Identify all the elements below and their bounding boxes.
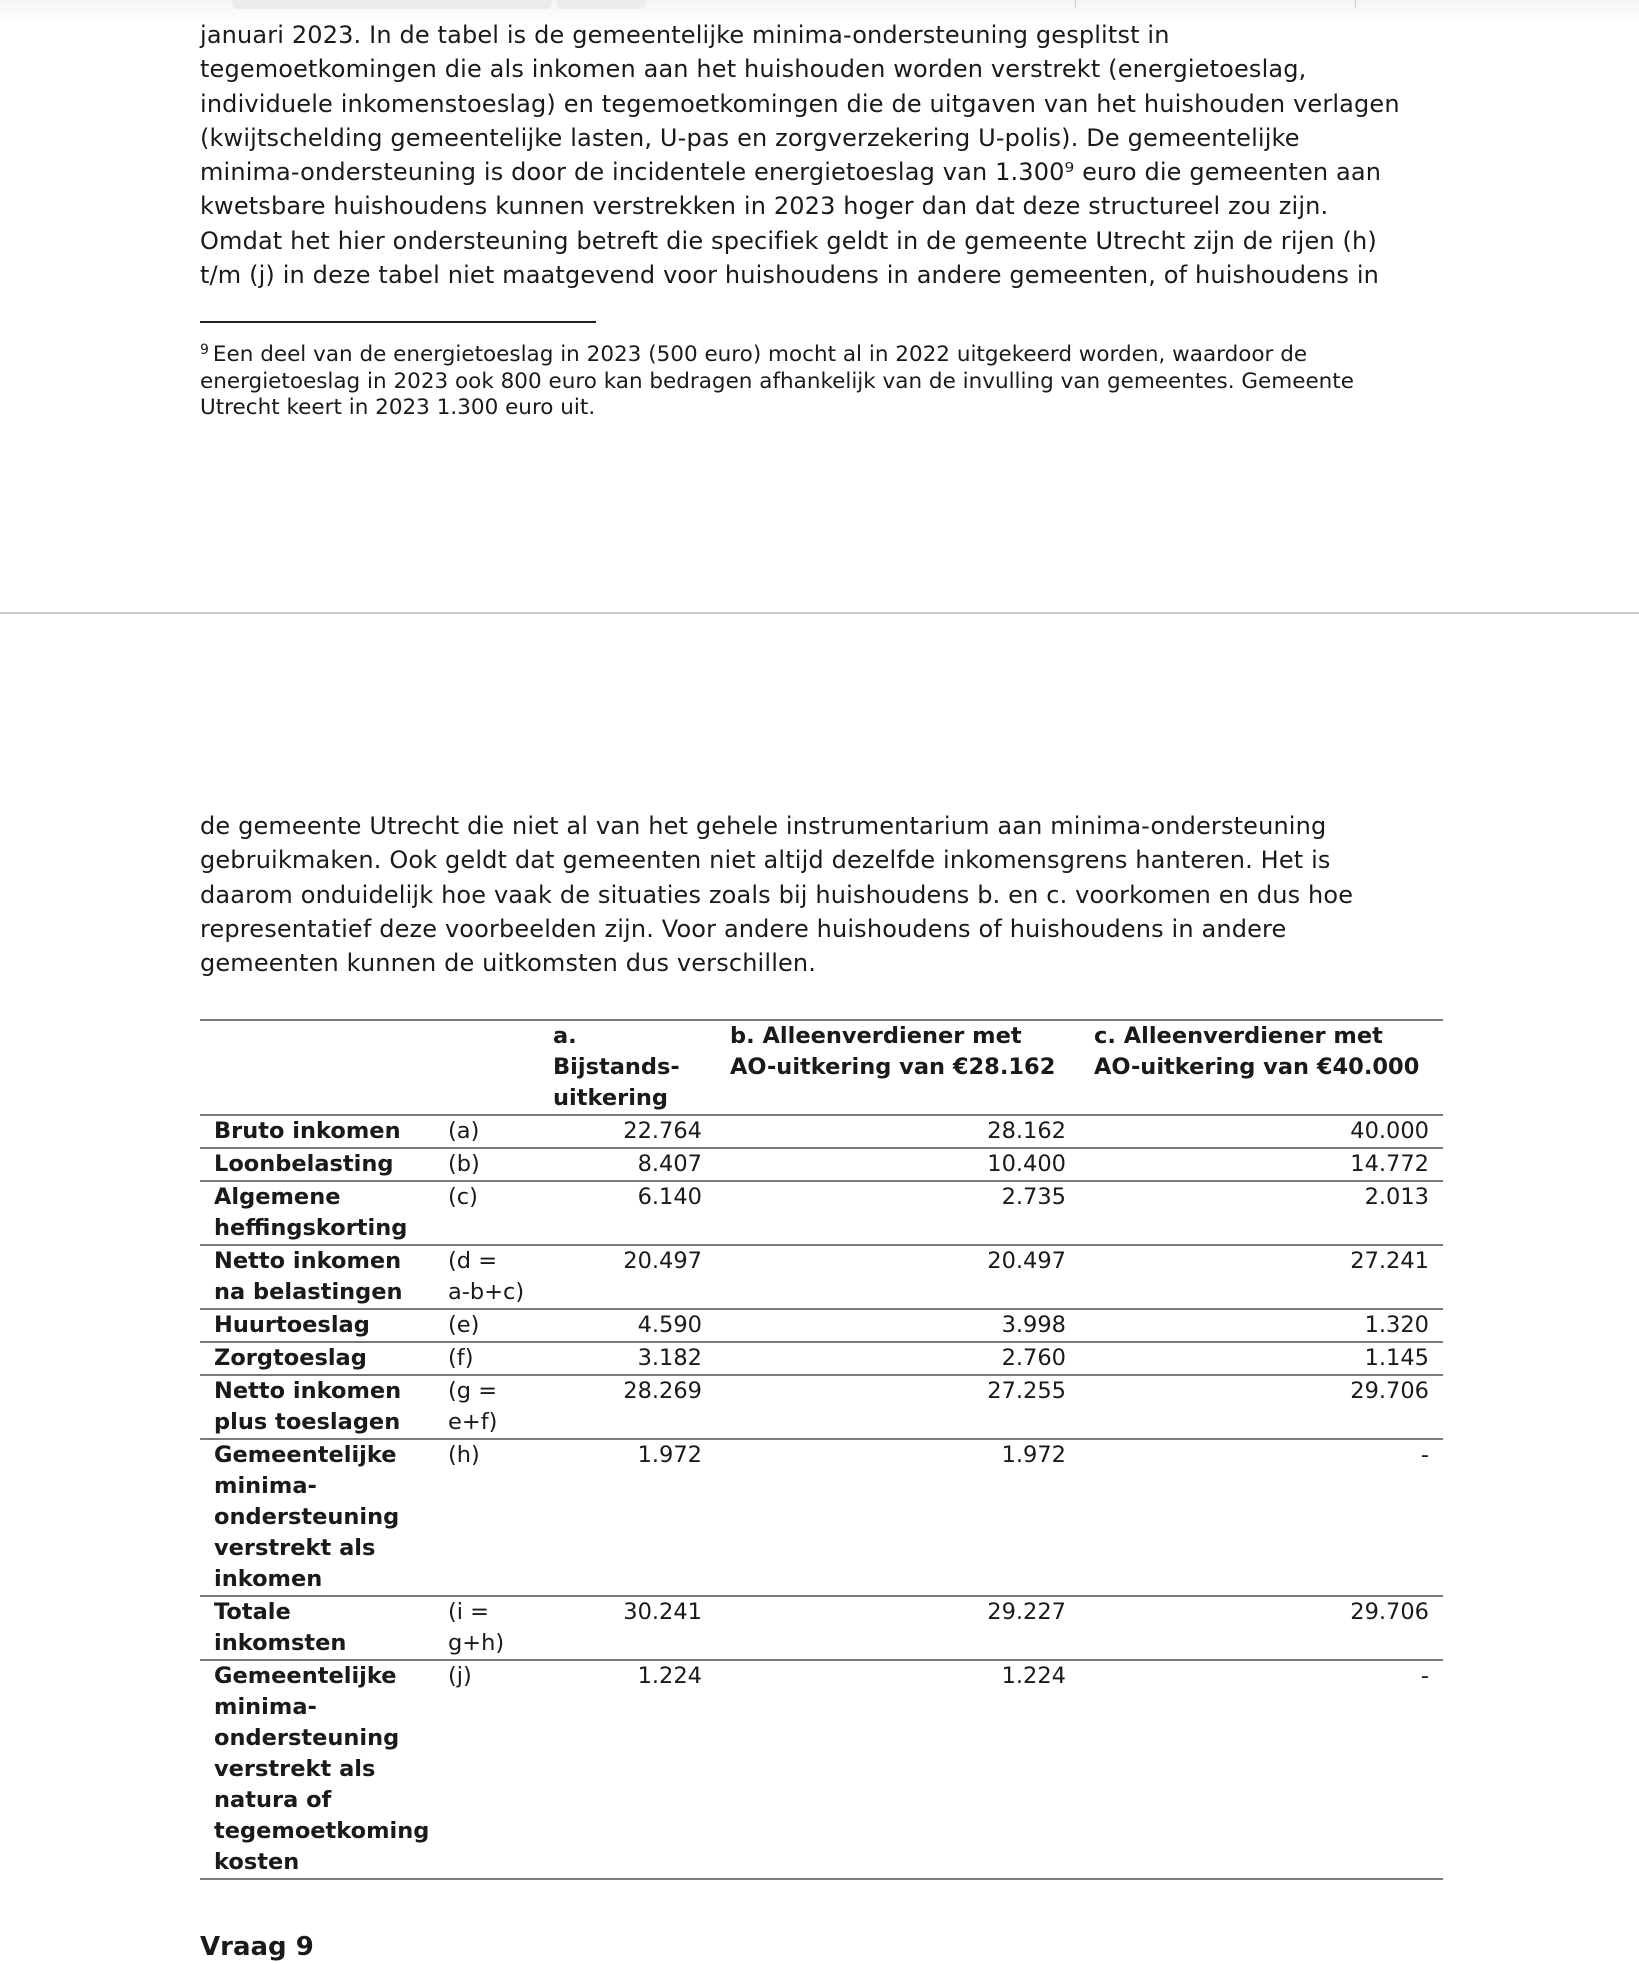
toolbar-divider (1355, 0, 1356, 8)
toolbar-segment (556, 0, 646, 9)
cell-b: 2.735 (716, 1181, 1080, 1245)
cell-b: 29.227 (716, 1596, 1080, 1660)
header-col-c: c. Alleenverdiener met AO-uitkering van €40.000 (1080, 1020, 1443, 1115)
row-label: Totale inkomsten (200, 1596, 434, 1660)
cell-b: 28.162 (716, 1115, 1080, 1148)
row-formula: (h) (434, 1439, 539, 1596)
cell-b: 27.255 (716, 1375, 1080, 1439)
row-label: Huurtoeslag (200, 1309, 434, 1342)
row-formula: (g = e+f) (434, 1375, 539, 1439)
cell-b: 3.998 (716, 1309, 1080, 1342)
row-label: Netto inkomen plus toeslagen (200, 1375, 434, 1439)
row-formula: (e) (434, 1309, 539, 1342)
row-formula: (j) (434, 1660, 539, 1879)
cell-c: 29.706 (1080, 1596, 1443, 1660)
header-col-b: b. Alleenverdiener met AO-uitkering van €28.162 (716, 1020, 1080, 1115)
footnote-separator (200, 321, 596, 323)
cell-b: 2.760 (716, 1342, 1080, 1375)
page-1-body (200, 18, 1440, 292)
cell-a: 20.497 (539, 1245, 716, 1309)
income-comparison-table (200, 1019, 1443, 1880)
cell-c: 40.000 (1080, 1115, 1443, 1148)
row-label: Algemene heffingskorting (200, 1181, 434, 1245)
toolbar-divider (1075, 0, 1076, 8)
cell-c: - (1080, 1439, 1443, 1596)
cell-c: - (1080, 1660, 1443, 1879)
table-header-row (200, 1020, 1443, 1115)
cell-b: 10.400 (716, 1148, 1080, 1181)
cell-c: 27.241 (1080, 1245, 1443, 1309)
row-label: Gemeentelijke minima-ondersteuning verstrekt als inkomen (200, 1439, 434, 1596)
cell-c: 2.013 (1080, 1181, 1443, 1245)
row-label: Zorgtoeslag (200, 1342, 434, 1375)
footnote-marker: 9 (200, 342, 209, 358)
cell-a: 28.269 (539, 1375, 716, 1439)
paragraph-continued: de gemeente Utrecht die niet al van het gehele instrumentarium aan minima-ondersteuning gebruikmaken. Ook geldt dat gemeenten niet altijd dezelfde inkomensgrens hanteren. Het is daarom onduidelijk hoe vaak de situaties zoals bij huishoudens b. en c. voorkomen en dus hoe representatief deze voorbeelden zijn. Voor andere huishoudens of huishoudens in andere gemeenten kunnen de uitkomsten dus verschillen. (200, 812, 1354, 978)
cell-a: 6.140 (539, 1181, 716, 1245)
table-row (200, 1181, 1443, 1245)
header-col-a: a. Bijstands-uitkering (539, 1020, 716, 1115)
footnote (200, 337, 1440, 422)
cell-a: 22.764 (539, 1115, 716, 1148)
table-row (200, 1309, 1443, 1342)
row-formula: (a) (434, 1115, 539, 1148)
page-break-divider (0, 612, 1639, 614)
table-row (200, 1375, 1443, 1439)
table-row (200, 1596, 1443, 1660)
header-formula-col (434, 1020, 539, 1115)
row-formula: (i = g+h) (434, 1596, 539, 1660)
table-row (200, 1148, 1443, 1181)
row-label: Bruto inkomen (200, 1115, 434, 1148)
page-2-body (200, 809, 1440, 980)
row-formula: (f) (434, 1342, 539, 1375)
cell-c: 1.320 (1080, 1309, 1443, 1342)
toolbar-segment (232, 0, 552, 9)
cell-a: 3.182 (539, 1342, 716, 1375)
cell-a: 30.241 (539, 1596, 716, 1660)
cell-c: 14.772 (1080, 1148, 1443, 1181)
cell-a: 1.224 (539, 1660, 716, 1879)
paragraph-top: januari 2023. In de tabel is de gemeentelijke minima-ondersteuning gesplitst in tegemoetkomingen die als inkomen aan het huishouden worden verstrekt (energietoeslag, individuele inkomenstoeslag) en tegemoetkomingen die de uitgaven van het huishouden verlagen (kwijtschelding gemeentelijke lasten, U-pas en zorgverzekering U-polis). De gemeentelijke minima-ondersteuning is door de incidentele energietoeslag van 1.300⁹ euro die gemeenten aan kwetsbare huishoudens kunnen verstrekken in 2023 hoger dan dat deze structureel zou zijn. Omdat het hier ondersteuning betreft die specifiek geldt in de gemeente Utrecht zijn de rijen (h) t/m (j) in deze tabel niet maatgevend voor huishoudens in andere gemeenten, of huishoudens in (200, 21, 1400, 290)
row-label: Gemeentelijke minima-ondersteuning verstrekt als natura of tegemoetkoming kosten (200, 1660, 434, 1879)
row-label: Loonbelasting (200, 1148, 434, 1181)
next-heading: Vraag 9 (200, 1932, 314, 1962)
cell-c: 1.145 (1080, 1342, 1443, 1375)
table-row (200, 1660, 1443, 1879)
row-formula: (b) (434, 1148, 539, 1181)
cell-b: 1.224 (716, 1660, 1080, 1879)
cell-b: 20.497 (716, 1245, 1080, 1309)
cell-b: 1.972 (716, 1439, 1080, 1596)
cell-a: 4.590 (539, 1309, 716, 1342)
row-label: Netto inkomen na belastingen (200, 1245, 434, 1309)
cell-c: 29.706 (1080, 1375, 1443, 1439)
cell-a: 8.407 (539, 1148, 716, 1181)
header-label-col (200, 1020, 434, 1115)
table-row (200, 1245, 1443, 1309)
table-row (200, 1115, 1443, 1148)
table-row (200, 1342, 1443, 1375)
row-formula: (c) (434, 1181, 539, 1245)
row-formula: (d = a-b+c) (434, 1245, 539, 1309)
table-row (200, 1439, 1443, 1596)
footnote-text: Een deel van de energietoeslag in 2023 (500 euro) mocht al in 2022 uitgekeerd worden, waardoor de energietoeslag in 2023 ook 800 euro kan bedragen afhankelijk van de invulling van gemeentes. Gemeente Utrecht keert in 2023 1.300 euro uit. (200, 342, 1354, 420)
cell-a: 1.972 (539, 1439, 716, 1596)
